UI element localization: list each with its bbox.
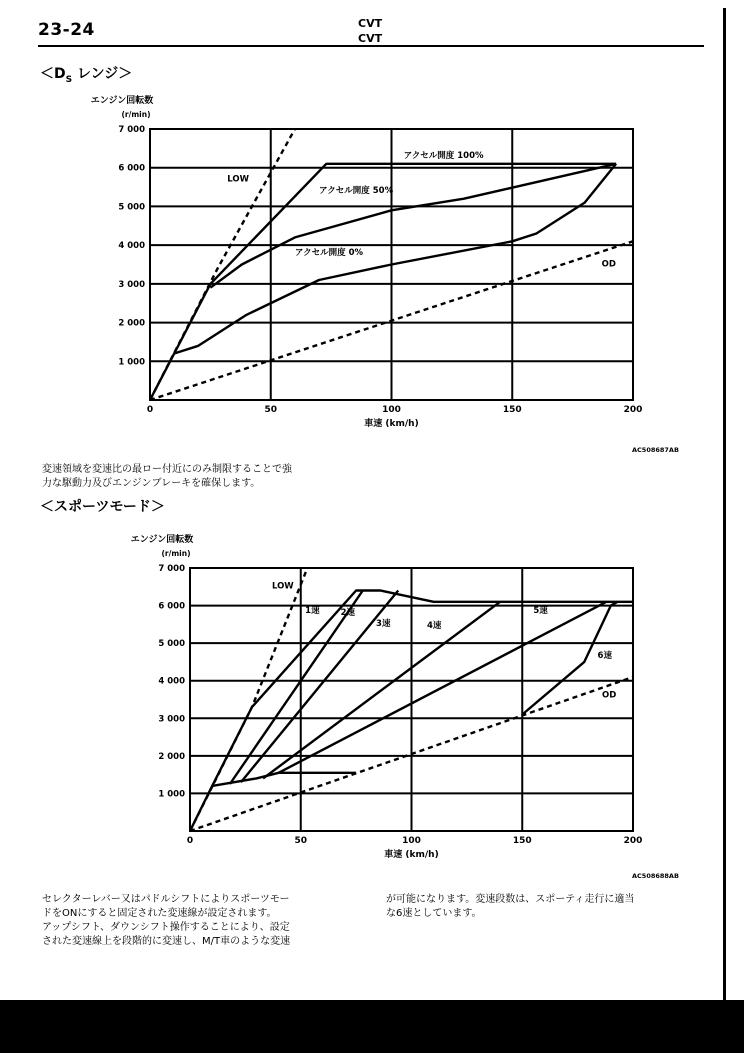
series-label: 3速 — [376, 619, 391, 630]
x-tick-label: 200 — [623, 836, 643, 846]
header-title-line2: CVT — [358, 32, 383, 45]
y-tick-label: 4 000 — [158, 676, 185, 687]
series-label: アクセル開度 100% — [403, 151, 484, 162]
series-label: LOW — [227, 174, 249, 185]
section1-caption-line: 変速領域を変速比の最ロー付近にのみ制限することで強 — [42, 464, 292, 475]
series-label: OD — [601, 259, 616, 270]
section2-title: ＜スポーツモード＞ — [40, 499, 165, 515]
x-tick-label: 50 — [264, 405, 278, 415]
y-axis-unit: (r/min) — [121, 110, 151, 119]
section1-title-subscript: S — [65, 74, 73, 85]
y-tick-label: 5 000 — [158, 639, 185, 650]
section2-caption-line: が可能になります。変速段数は、スポーティ走行に適当 — [386, 894, 635, 905]
series-line-LOW — [190, 568, 307, 831]
x-tick-label: 100 — [382, 405, 401, 415]
series-label: 4速 — [427, 621, 442, 632]
x-tick-label: 200 — [623, 405, 643, 415]
x-tick-label: 0 — [186, 836, 194, 846]
chart1 — [91, 94, 643, 429]
y-tick-label: 1 000 — [158, 789, 185, 800]
y-tick-label: 4 000 — [118, 241, 145, 252]
section1-title-prefix: ＜D — [40, 66, 66, 82]
x-tick-label: 150 — [512, 836, 532, 846]
y-tick-label: 2 000 — [158, 751, 185, 762]
scan-footer-bar — [0, 1000, 744, 1053]
header-title-line1: CVT — [358, 17, 383, 30]
series-label: 2速 — [340, 607, 356, 618]
series-line-3速 — [241, 591, 398, 783]
section2-caption-line: な6速としています。 — [386, 908, 482, 919]
section1-figure-code: AC508687AB — [632, 446, 679, 454]
series-label: 1速 — [305, 606, 320, 617]
x-axis-title: 車速 (km/h) — [384, 850, 439, 860]
y-tick-label: 3 000 — [118, 279, 145, 290]
y-tick-label: 7 000 — [118, 125, 145, 135]
x-tick-label: 100 — [402, 836, 421, 846]
page-number: 23-24 — [38, 20, 95, 40]
section2-figure-code: AC508688AB — [632, 872, 679, 880]
section2-caption-right — [386, 893, 706, 921]
y-tick-label: 2 000 — [118, 318, 145, 329]
series-label: 6速 — [597, 651, 612, 662]
section2-caption-line: アップシフト、ダウンシフト操作することにより、設定 — [42, 922, 290, 933]
series-line-アクセル開度 0% — [174, 164, 616, 354]
y-axis-unit: (r/min) — [161, 549, 191, 558]
series-label: 5速 — [533, 606, 548, 617]
section2-caption-line: ドをONにすると固定された変速線が設定されます。 — [42, 908, 277, 919]
y-tick-label: 3 000 — [158, 714, 185, 725]
section2-caption-left — [42, 893, 372, 949]
x-tick-label: 50 — [294, 836, 308, 846]
y-tick-label: 6 000 — [158, 601, 185, 612]
series-label: OD — [601, 690, 617, 701]
series-label: アクセル開度 0% — [294, 247, 364, 258]
section1-caption-line: 力な駆動力及びエンジンブレーキを確保します。 — [42, 478, 261, 489]
y-axis-title: エンジン回転数 — [90, 96, 154, 106]
x-axis-title: 車速 (km/h) — [364, 419, 419, 429]
y-tick-label: 5 000 — [118, 202, 145, 213]
section2-caption-line: された変速線上を段階的に変速し、M/T車のような変速 — [42, 936, 291, 947]
y-axis-title: エンジン回転数 — [130, 535, 194, 545]
series-label: LOW — [271, 581, 294, 592]
series-label: アクセル開度 50% — [319, 185, 394, 196]
section1-title-suffix: レンジ＞ — [72, 66, 133, 82]
y-tick-label: 1 000 — [118, 357, 145, 368]
y-tick-label: 6 000 — [118, 163, 145, 174]
x-tick-label: 150 — [502, 405, 522, 415]
y-tick-label: 7 000 — [158, 564, 185, 574]
chart2 — [131, 533, 643, 860]
section2-caption-line: セレクターレバー又はパドルシフトによりスポーツモー — [42, 894, 290, 905]
section1-caption — [42, 463, 372, 491]
x-tick-label: 0 — [146, 405, 154, 415]
series-line-5速 — [279, 602, 607, 773]
